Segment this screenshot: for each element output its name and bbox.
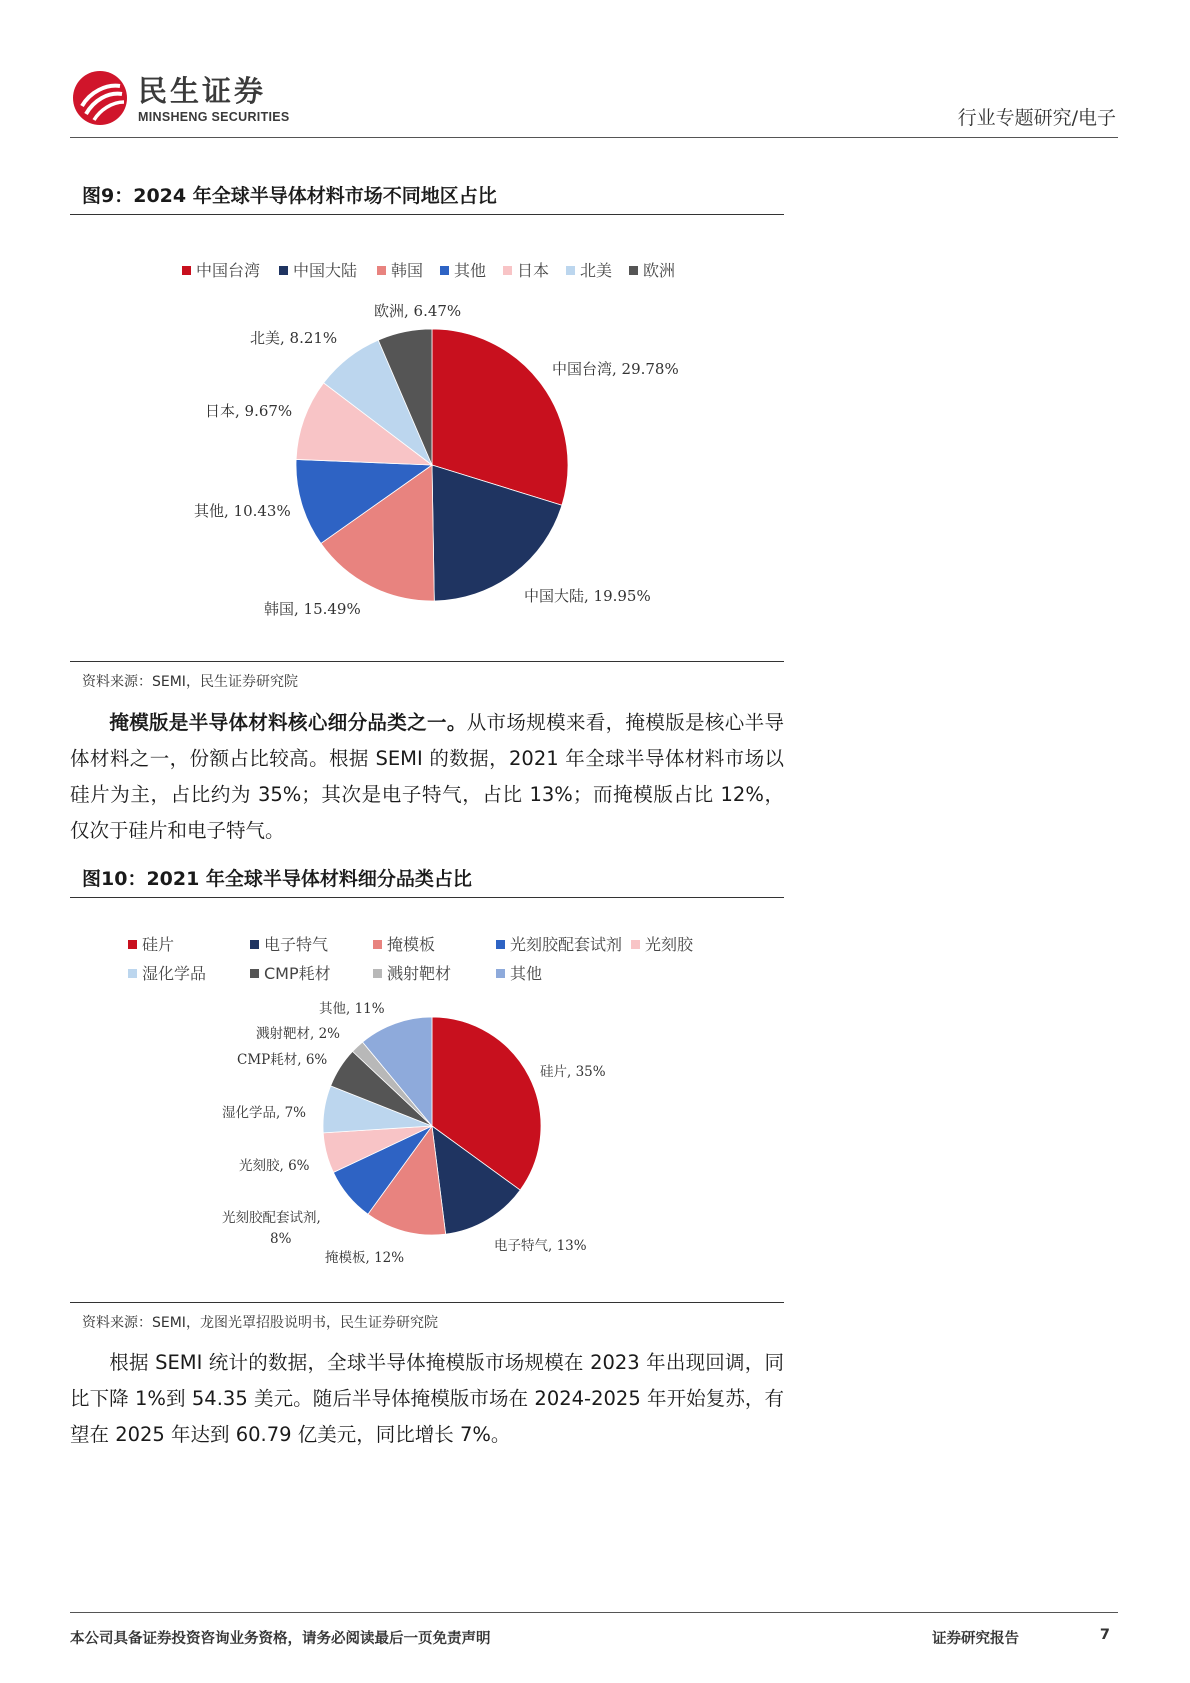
legend-label: 硅片 (142, 935, 175, 954)
page-number: 7 (1099, 1627, 1110, 1643)
legend-label: 湿化学品 (142, 964, 207, 983)
figure9-source: 资料来源：SEMI，民生证券研究院 (70, 661, 784, 691)
figure9-data-label: 韩国, 15.49% (264, 600, 361, 618)
figure10-data-label: 湿化学品, 7% (222, 1105, 306, 1121)
figure10-data-label: 光刻胶, 6% (239, 1158, 310, 1174)
paragraph-body: 从市场规模来看，掩模版是核心半导体材料之一，份额占比较高。根据 SEMI 的数据，2021 年全球半导体材料市场以硅片为主，占比约为 35%；其次是电子特气，占比 13%；而掩模版占比 12%，仅次于硅片和电子特气。 (70, 711, 784, 842)
footer-disclaimer: 本公司具备证券投资咨询业务资格，请务必阅读最后一页免责声明 (70, 1631, 491, 1647)
figure10-data-label: 其他, 11% (319, 1001, 385, 1017)
legend-label: 韩国 (391, 261, 424, 280)
legend-label: 其他 (454, 261, 487, 280)
legend-label: 电子特气 (264, 935, 329, 954)
legend-label: 中国台湾 (196, 261, 261, 280)
figure10-title: 图10：2021 年全球半导体材料细分品类占比 (70, 866, 784, 898)
figure10-data-label: CMP耗材, 6% (237, 1052, 328, 1068)
paragraph-bold-lead: 掩模版是半导体材料核心细分品类之一。 (109, 711, 467, 734)
figure10-data-label: 溅射靶材, 2% (256, 1026, 340, 1042)
legend-label: 掩模板 (387, 935, 436, 954)
legend-label: 欧洲 (643, 261, 676, 280)
figure10-source: 资料来源：SEMI，龙图光罩招股说明书，民生证券研究院 (70, 1302, 784, 1332)
footer-report-type: 证券研究报告 (932, 1631, 1019, 1647)
legend-label: 中国大陆 (293, 261, 358, 280)
figure10-data-label: 光刻胶配套试剂, (222, 1210, 321, 1226)
page-footer (70, 1612, 1118, 1652)
figure9-data-label: 北美, 8.21% (250, 329, 338, 347)
report-category: 行业专题研究/电子 (957, 107, 1116, 129)
paragraph-body: 根据 SEMI 统计的数据，全球半导体掩模版市场规模在 2023 年出现回调，同比下降 1%到 54.35 美元。随后半导体掩模版市场在 2024-2025 年开始复苏，有望在 2025 年达到 60.79 亿美元，同比增长 7%。 (70, 1351, 784, 1446)
figure9-title: 图9：2024 年全球半导体材料市场不同地区占比 (70, 183, 784, 215)
legend-label: 光刻胶配套试剂 (510, 935, 623, 954)
legend-label: 日本 (517, 261, 550, 280)
paragraph-mask-market (70, 1345, 784, 1453)
legend-label: 北美 (580, 261, 613, 280)
figure9-data-label: 中国大陆, 19.95% (524, 587, 651, 605)
legend-label: CMP耗材 (264, 964, 331, 983)
logo-english-name: MINSHENG SECURITIES (138, 110, 290, 124)
figure10-data-label: 掩模板, 12% (325, 1250, 405, 1266)
legend-label: 其他 (510, 964, 543, 983)
figure9-data-label: 日本, 9.67% (205, 402, 293, 420)
legend-label: 光刻胶 (645, 935, 694, 954)
figure9-data-label: 中国台湾, 29.78% (552, 360, 679, 378)
figure9-data-label: 其他, 10.43% (194, 502, 291, 520)
logo-chinese-name: 民生证券 (138, 74, 267, 108)
figure9-data-label: 欧洲, 6.47% (374, 302, 462, 320)
figure10-data-label: 硅片, 35% (540, 1064, 606, 1080)
figure10-data-label: 电子特气, 13% (494, 1238, 587, 1254)
figure10-data-label: 8% (270, 1231, 292, 1247)
legend-label: 溅射靶材 (387, 964, 452, 983)
